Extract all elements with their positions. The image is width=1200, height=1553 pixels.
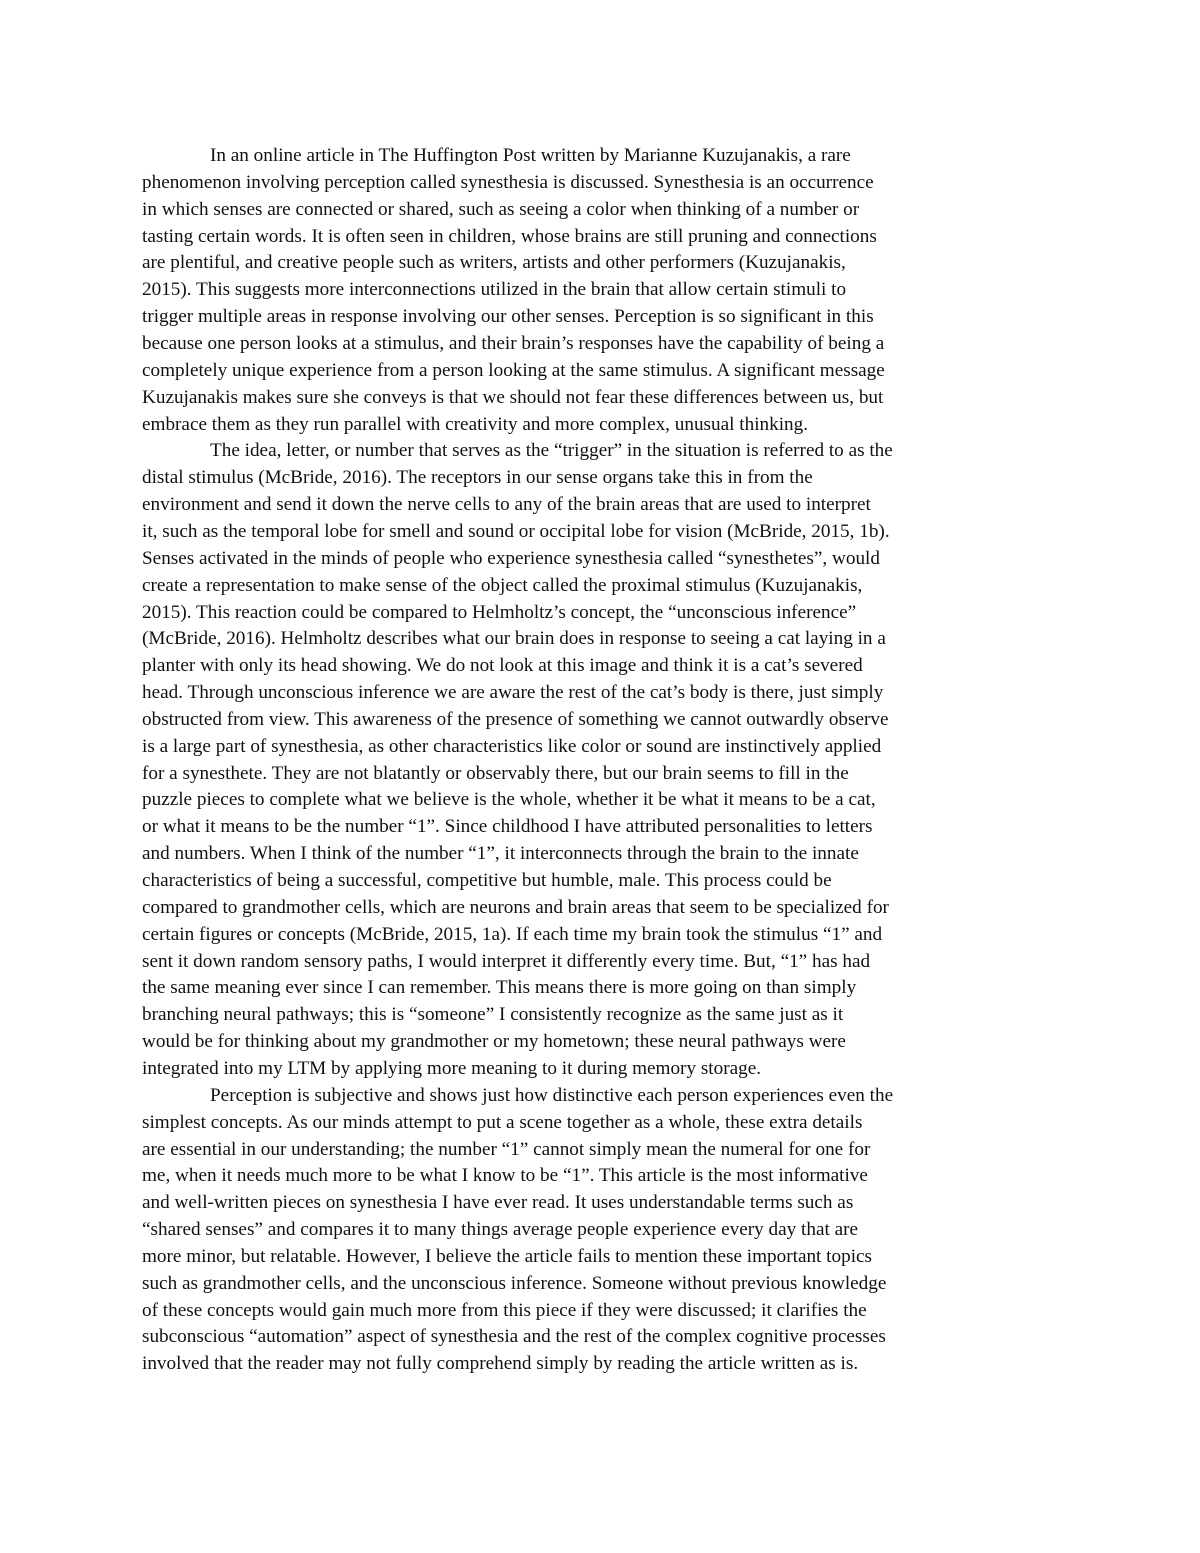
paragraph-line: head. Through unconscious inference we are aware the rest of the cat’s body is there, just simply <box>142 682 884 703</box>
paragraph-line: such as grandmother cells, and the unconscious inference. Someone without previous knowledge <box>142 1272 887 1294</box>
paragraph-line: because one person looks at a stimulus, and their brain’s responses have the capability of being a <box>142 333 885 354</box>
paragraph-line: puzzle pieces to complete what we believe is the whole, whether it be what it means to be a cat, <box>142 789 876 811</box>
paragraph-line: “shared senses” and compares it to many things average people experience every day that are <box>142 1219 859 1240</box>
paragraph-line: for a synesthete. They are not blatantly or observably there, but our brain seems to fill in the <box>142 762 849 784</box>
paragraph-line: and numbers. When I think of the number “1”, it interconnects through the brain to the innate <box>142 843 859 865</box>
paragraph-line: obstructed from view. This awareness of the presence of something we cannot outwardly observe <box>142 708 889 730</box>
paragraph-line: involved that the reader may not fully comprehend simply by reading the article written as is. <box>142 1353 859 1375</box>
paragraph-line: in which senses are connected or shared, such as seeing a color when thinking of a number or <box>142 198 860 220</box>
paragraph-line: Kuzujanakis makes sure she conveys is that we should not fear these differences between us, but <box>142 386 884 408</box>
paragraph-line: integrated into my LTM by applying more meaning to it during memory storage. <box>142 1057 762 1079</box>
paragraph-line: or what it means to be the number “1”. Since childhood I have attributed personalities to letters <box>142 816 873 838</box>
paragraph-line: it, such as the temporal lobe for smell and sound or occipital lobe for vision (McBride, 2015, 1b). <box>142 520 890 542</box>
paragraph-line: (McBride, 2016). Helmholtz describes what our brain does in response to seeing a cat laying in a <box>142 628 886 650</box>
paragraph-line: more minor, but relatable. However, I believe the article fails to mention these important topics <box>142 1245 873 1267</box>
paragraph-line: trigger multiple areas in response involving our other senses. Perception is so significant in this <box>142 306 874 328</box>
paragraph-line: phenomenon involving perception called synesthesia is discussed. Synesthesia is an occurrence <box>142 171 874 193</box>
paragraph-line: me, when it needs much more to be what I know to be “1”. This article is the most informative <box>142 1165 868 1187</box>
paragraph-line: 2015). This suggests more interconnections utilized in the brain that allow certain stimuli to <box>142 279 847 301</box>
paragraph-line: are plentiful, and creative people such as writers, artists and other performers (Kuzujanakis, <box>142 252 846 274</box>
paragraph-line: create a representation to make sense of the object called the proximal stimulus (Kuzujanakis, <box>142 574 863 596</box>
paragraph-line: of these concepts would gain much more from this piece if they were discussed; it clarifies the <box>142 1299 867 1321</box>
paragraph-line: embrace them as they run parallel with creativity and more complex, unusual thinking. <box>142 413 809 435</box>
paragraph-line: 2015). This reaction could be compared to Helmholtz’s concept, the “unconscious inference” <box>142 601 857 623</box>
paragraph-line: compared to grandmother cells, which are neurons and brain areas that seem to be specialized for <box>142 896 889 918</box>
paragraph-line: are essential in our understanding; the number “1” cannot simply mean the numeral for one for <box>142 1138 871 1160</box>
paragraph-line: distal stimulus (McBride, 2016). The receptors in our sense organs take this in from the <box>142 467 813 489</box>
paragraph-line: completely unique experience from a person looking at the same stimulus. A significant message <box>142 359 885 381</box>
paragraph-first-line: Perception is subjective and shows just how distinctive each person experiences even the <box>210 1084 894 1106</box>
paragraph-line: planter with only its head showing. We do not look at this image and think it is a cat’s severed <box>142 655 863 677</box>
paragraph-line: tasting certain words. It is often seen in children, whose brains are still pruning and connections <box>142 225 877 247</box>
paragraph-line: certain figures or concepts (McBride, 2015, 1a). If each time my brain took the stimulus “1” and <box>142 923 883 945</box>
paragraph-line: branching neural pathways; this is “someone” I consistently recognize as the same just as it <box>142 1004 844 1026</box>
paragraph-first-line: In an online article in The Huffington Post written by Marianne Kuzujanakis, a rare <box>210 145 851 166</box>
paragraph-line: the same meaning ever since I can remember. This means there is more going on than simply <box>142 977 857 999</box>
paragraph-line: and well-written pieces on synesthesia I have ever read. It uses understandable terms such as <box>142 1192 854 1214</box>
paragraph-first-line: The idea, letter, or number that serves as the “trigger” in the situation is referred to as the <box>210 440 893 462</box>
paragraph-line: simplest concepts. As our minds attempt to put a scene together as a whole, these extra details <box>142 1111 863 1133</box>
paragraph-line: sent it down random sensory paths, I would interpret it differently every time. But, “1” has had <box>142 950 871 972</box>
paragraph-line: subconscious “automation” aspect of synesthesia and the rest of the complex cognitive processes <box>142 1326 886 1348</box>
paragraph-line: is a large part of synesthesia, as other characteristics like color or sound are instinctively applied <box>142 735 882 757</box>
paragraph-line: characteristics of being a successful, competitive but humble, male. This process could be <box>142 870 832 891</box>
paragraph-line: environment and send it down the nerve cells to any of the brain areas that are used to interpret <box>142 494 871 516</box>
paragraph-line: would be for thinking about my grandmother or my hometown; these neural pathways were <box>142 1031 846 1053</box>
paragraph-line: Senses activated in the minds of people who experience synesthesia called “synesthetes”, would <box>142 547 880 569</box>
